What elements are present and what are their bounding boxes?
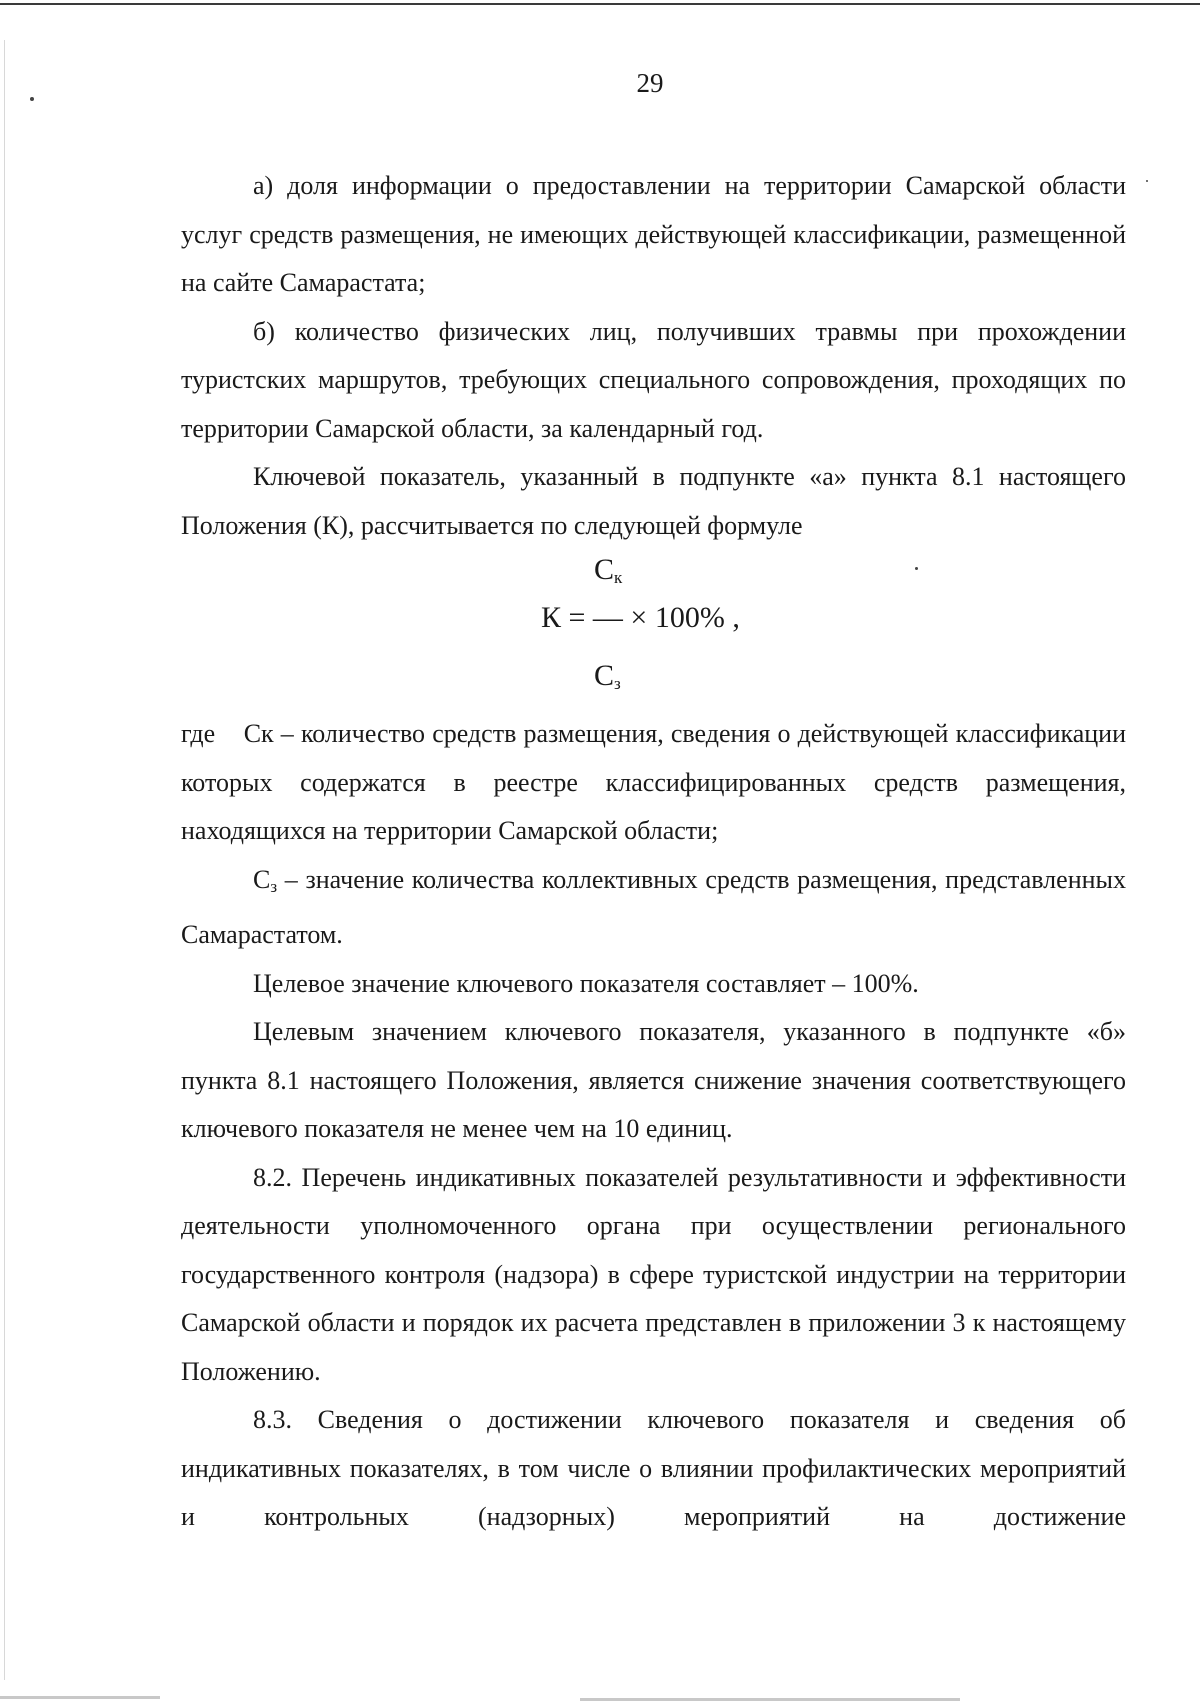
ck-symbol: Ск (243, 719, 274, 748)
paragraph-key-indicator: Ключевой показатель, указанный в подпункте «а» пункта 8.1 настоящего Положения (К), рассчитывается по следующей формуле (181, 462, 1126, 540)
paragraph-a: а) доля информации о предоставлении на территории Самарской области услуг средств размещения, не имеющих действующей классификации, размещенной на сайте Самарастата; (181, 171, 1126, 297)
formula-denominator-symbol: С (594, 659, 615, 692)
formula-denominator-subscript: з (614, 674, 621, 693)
paragraph-target-b: Целевым значением ключевого показателя, указанного в подпункте «б» пункта 8.1 настоящего Положения, является снижение значения соответствующего ключевого показателя не менее чем на 10 единиц. (181, 1017, 1126, 1143)
paragraph-b: б) количество физических лиц, получивших травмы при прохождении туристских маршрутов, требующих специального сопровождения, проходящих по территории Самарской области, за календарный год. (181, 316, 1126, 443)
cz-symbol: С (253, 864, 271, 894)
cz-subscript: з (270, 876, 278, 896)
scan-bottom-noise (580, 1698, 960, 1701)
cz-definition: – значение количества коллективных средств размещения, представленных Самарастатом. (181, 864, 1126, 949)
paragraph-target-value: Целевое значение ключевого показателя составляет – 100%. (253, 968, 919, 998)
formula (181, 550, 1126, 710)
paragraph-8-3: 8.3. Сведения о достижении ключевого показателя и сведения об индикативных показателях, в том числе о влиянии профилактических мероприятий и контрольных (надзорных) мероприятий на достижение (181, 1405, 1126, 1531)
formula-main-line: К = — × 100% , (541, 601, 740, 634)
formula-numerator-symbol: С (594, 553, 615, 586)
document-body (181, 162, 1126, 1542)
paragraph-cz (181, 856, 1126, 960)
where-word: где (181, 719, 216, 748)
formula-numerator-subscript: к (614, 568, 623, 587)
ck-definition: – количество средств размещения, сведения о действующей классификации которых содержатся в реестре классифицированных средств размещения, находящихся на территории Самарской области; (181, 719, 1127, 845)
scan-bottom-noise (0, 1696, 160, 1699)
scan-speck (1146, 180, 1148, 182)
page-number: 29 (636, 68, 664, 98)
top-edge-rule (0, 3, 1200, 5)
paragraph-where-ck (181, 710, 1126, 856)
scan-margin-line (4, 40, 5, 1680)
formula-denominator (594, 652, 621, 709)
paragraph-8-2: 8.2. Перечень индикативных показателей результативности и эффективности деятельности уполномоченного органа при осуществлении регионального государственного контроля (надзора) в сфере туристской индустрии на территории Самарской области и порядок их расчета представлен в приложении 3 к настоящему Положению. (181, 1162, 1126, 1386)
